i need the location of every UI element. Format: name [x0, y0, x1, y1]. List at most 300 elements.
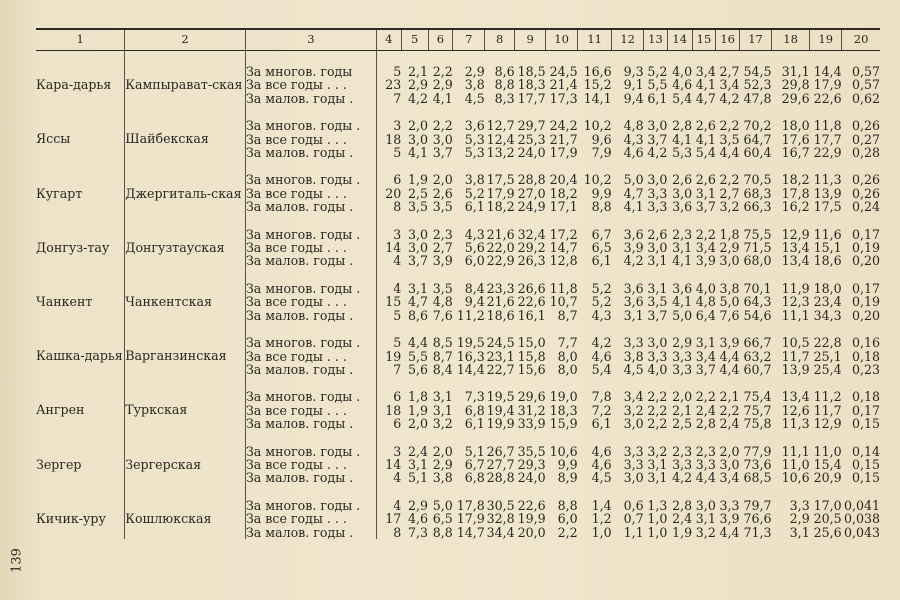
value-cell: 3,8: [464, 172, 485, 188]
value-cell: 17,3: [549, 90, 578, 106]
value-cell: 4,0: [695, 280, 716, 296]
period-label: За малов. годы .: [245, 92, 376, 105]
value-cell: 2,9: [719, 240, 740, 256]
value-cell: 4,1: [623, 199, 644, 215]
value-cell: 4,4: [719, 361, 740, 377]
value-cell: 10,6: [549, 443, 578, 459]
value-cell: 3,1: [695, 185, 716, 201]
value-cell: 3,5: [647, 294, 668, 310]
value-cell: 3,0: [647, 172, 668, 188]
column-header-19: 19: [810, 29, 842, 51]
value-cell: 2,9: [789, 511, 810, 527]
value-cell: 0,23: [851, 361, 880, 377]
column-header-12: 12: [612, 29, 644, 51]
value-cell: 68,5: [743, 470, 772, 486]
value-cell: 17,1: [549, 199, 578, 215]
value-cell: 0,19: [851, 240, 880, 256]
value-cell: 1,3: [647, 497, 668, 513]
value-cell: 64,3: [743, 294, 772, 310]
value-cell: 7,9: [591, 145, 612, 161]
value-cell: 6: [376, 417, 401, 430]
value-cell: 4,4: [695, 470, 716, 486]
value-cell: 64,7: [743, 131, 772, 147]
value-cell: 5,2: [591, 294, 612, 310]
value-cell: 11,3: [813, 172, 842, 188]
value-cell: 0,57: [851, 77, 880, 93]
value-cell: 3,4: [719, 470, 740, 486]
value-cell: 22,8: [813, 335, 842, 351]
value-cell: 70,5: [743, 172, 772, 188]
period-label: За малов. годы .: [245, 200, 376, 213]
value-cell: 26,6: [517, 280, 546, 296]
value-cell: 3,2: [695, 524, 716, 540]
value-cell: 2,2: [557, 524, 578, 540]
value-cell: 8,7: [432, 348, 453, 364]
value-cell: 4,2: [719, 90, 740, 106]
value-cell: 3,1: [695, 511, 716, 527]
page-number: 139: [9, 548, 25, 573]
value-cell: 7,2: [591, 402, 612, 418]
value-cell: 27,7: [486, 456, 515, 472]
value-cell: 4,5: [623, 361, 644, 377]
value-cell: 19,9: [517, 511, 546, 527]
value-cell: 21,7: [549, 131, 578, 147]
value-cell: 3,9: [719, 511, 740, 527]
value-cell: 8,5: [432, 335, 453, 351]
value-cell: 4,2: [623, 253, 644, 269]
value-cell: 4,6: [591, 348, 612, 364]
value-cell: 3,3: [647, 348, 668, 364]
value-cell: 0,27: [851, 131, 880, 147]
value-cell: 17,0: [813, 497, 842, 513]
value-cell: 18,2: [486, 199, 515, 215]
value-cell: 4,5: [464, 90, 485, 106]
value-cell: 9,1: [623, 77, 644, 93]
value-cell: 17,8: [456, 497, 485, 513]
value-cell: 3,9: [623, 240, 644, 256]
value-cell: 21,6: [486, 294, 515, 310]
value-cell: 7,3: [464, 389, 485, 405]
value-cell: 3,0: [408, 240, 429, 256]
value-cell: 2,7: [432, 240, 453, 256]
value-cell: 10,5: [781, 335, 810, 351]
value-cell: 6,4: [695, 307, 716, 323]
value-cell: 6,7: [591, 226, 612, 242]
value-cell: 10,2: [583, 172, 612, 188]
river-name: Кугарт: [36, 185, 83, 201]
value-cell: 3,8: [623, 348, 644, 364]
table-row: [36, 268, 880, 295]
value-cell: 2,1: [408, 64, 429, 79]
value-cell: 2,0: [408, 118, 429, 134]
value-cell: 2,8: [672, 118, 693, 134]
value-cell: 4,0: [647, 361, 668, 377]
station-name: Джергиталь-ская: [125, 159, 246, 213]
value-cell: 16,6: [583, 64, 612, 79]
value-cell: 3,4: [695, 348, 716, 364]
value-cell: 18,2: [781, 172, 810, 188]
value-cell: 2,2: [719, 402, 740, 418]
value-cell: 14: [376, 458, 401, 471]
value-cell: 16,3: [456, 348, 485, 364]
value-cell: 6,7: [464, 456, 485, 472]
value-cell: 3,3: [623, 443, 644, 459]
value-cell: 12,7: [486, 118, 515, 134]
value-cell: 2,2: [719, 172, 740, 188]
value-cell: 3,6: [464, 118, 485, 134]
value-cell: 4,3: [591, 307, 612, 323]
value-cell: 6,5: [591, 240, 612, 256]
value-cell: 3,3: [672, 348, 693, 364]
value-cell: 3: [376, 214, 401, 241]
value-cell: 4,1: [432, 90, 453, 106]
value-cell: 4,2: [672, 470, 693, 486]
value-cell: 31,2: [517, 402, 546, 418]
value-cell: 8,0: [557, 348, 578, 364]
value-cell: 3,1: [432, 389, 453, 405]
value-cell: 5: [376, 146, 401, 159]
column-header-8: 8: [485, 29, 515, 51]
column-header-18: 18: [772, 29, 810, 51]
value-cell: 4,8: [623, 118, 644, 134]
period-label: За многов. годы .: [245, 159, 376, 186]
value-cell: 2,2: [432, 118, 453, 134]
value-cell: 6,0: [557, 511, 578, 527]
value-cell: 9,4: [623, 90, 644, 106]
value-cell: 3,1: [789, 524, 810, 540]
value-cell: 0,18: [851, 389, 880, 405]
value-cell: 3,0: [408, 226, 429, 242]
value-cell: 30,5: [486, 497, 515, 513]
value-cell: 20: [376, 187, 401, 200]
value-cell: 14,7: [456, 524, 485, 540]
period-label: За малов. годы .: [245, 254, 376, 267]
period-label: За малов. годы .: [245, 363, 376, 376]
value-cell: 25,3: [517, 131, 546, 147]
value-cell: 11,9: [781, 280, 810, 296]
value-cell: 4,1: [695, 131, 716, 147]
value-cell: 0,19: [851, 294, 880, 310]
value-cell: 5,0: [672, 307, 693, 323]
value-cell: 68,0: [743, 253, 772, 269]
value-cell: 19: [376, 350, 401, 363]
value-cell: 0,14: [851, 443, 880, 459]
value-cell: 2,6: [647, 226, 668, 242]
value-cell: 11,1: [781, 307, 810, 323]
period-label: За многов. годы .: [245, 485, 376, 512]
value-cell: 7,6: [719, 307, 740, 323]
value-cell: 2,1: [672, 402, 693, 418]
value-cell: 29,3: [517, 456, 546, 472]
value-cell: 4,7: [408, 294, 429, 310]
value-cell: 68,3: [743, 185, 772, 201]
value-cell: 18: [376, 404, 401, 417]
value-cell: 2,2: [647, 389, 668, 405]
value-cell: 3,5: [719, 131, 740, 147]
value-cell: 2,9: [432, 77, 453, 93]
value-cell: 4,8: [432, 294, 453, 310]
value-cell: 14: [376, 241, 401, 254]
value-cell: 16,1: [517, 307, 546, 323]
value-cell: 60,4: [743, 145, 772, 161]
value-cell: 18,3: [549, 402, 578, 418]
value-cell: 5,5: [647, 77, 668, 93]
river-name: Кашка-дарья: [36, 348, 123, 364]
value-cell: 11,0: [813, 443, 842, 459]
value-cell: 66,3: [743, 199, 772, 215]
value-cell: 6: [376, 376, 401, 403]
value-cell: 23,3: [486, 280, 515, 296]
value-cell: 5,4: [672, 90, 693, 106]
value-cell: 12,6: [781, 402, 810, 418]
value-cell: 18,2: [549, 185, 578, 201]
value-cell: 4: [376, 485, 401, 512]
value-cell: 75,4: [743, 389, 772, 405]
value-cell: 22,0: [486, 240, 515, 256]
value-cell: 3,1: [623, 307, 644, 323]
value-cell: 1,0: [591, 524, 612, 540]
value-cell: 11,2: [813, 389, 842, 405]
table-row: [36, 376, 880, 403]
value-cell: 3,5: [432, 199, 453, 215]
value-cell: 22,9: [486, 253, 515, 269]
value-cell: 6,0: [464, 253, 485, 269]
value-cell: 63,2: [743, 348, 772, 364]
table-row: [36, 431, 880, 458]
table-row: [36, 105, 880, 132]
value-cell: 3,1: [672, 240, 693, 256]
value-cell: 9,3: [623, 64, 644, 79]
value-cell: 4,1: [672, 294, 693, 310]
period-label: За все годы . . .: [245, 78, 376, 91]
station-name: Кошлюкская: [125, 485, 246, 539]
period-label: За малов. годы .: [245, 309, 376, 322]
value-cell: 7,7: [557, 335, 578, 351]
value-cell: 5,0: [623, 172, 644, 188]
value-cell: 26,7: [486, 443, 515, 459]
value-cell: 34,4: [486, 524, 515, 540]
value-cell: 3,6: [672, 280, 693, 296]
value-cell: 3,3: [623, 335, 644, 351]
value-cell: 8,3: [494, 90, 515, 106]
river-name: Яссы: [36, 131, 71, 147]
value-cell: 52,3: [743, 77, 772, 93]
value-cell: 1,9: [408, 402, 429, 418]
value-cell: 11,3: [781, 416, 810, 432]
column-header-6: 6: [428, 29, 453, 51]
value-cell: 6: [376, 159, 401, 186]
value-cell: 4,6: [591, 443, 612, 459]
value-cell: 0,041: [843, 497, 880, 513]
value-cell: 13,2: [486, 145, 515, 161]
value-cell: 2,8: [672, 497, 693, 513]
value-cell: 76,6: [743, 511, 772, 527]
value-cell: 11,7: [781, 348, 810, 364]
value-cell: 25,1: [813, 348, 842, 364]
value-cell: 2,9: [432, 456, 453, 472]
value-cell: 26,3: [517, 253, 546, 269]
value-cell: 18: [376, 133, 401, 146]
value-cell: 3,0: [408, 131, 429, 147]
value-cell: 1,9: [672, 524, 693, 540]
value-cell: 32,8: [486, 511, 515, 527]
value-cell: 3,2: [623, 402, 644, 418]
value-cell: 15,4: [813, 456, 842, 472]
value-cell: 3,0: [647, 240, 668, 256]
value-cell: 21,4: [549, 77, 578, 93]
period-label: За все годы . . .: [245, 241, 376, 254]
value-cell: 10,2: [583, 118, 612, 134]
value-cell: 0,15: [851, 456, 880, 472]
value-cell: 2,3: [672, 226, 693, 242]
station-name: Кампырават-ская: [125, 51, 246, 106]
value-cell: 5,3: [464, 131, 485, 147]
value-cell: 6,8: [464, 470, 485, 486]
value-cell: 2,4: [719, 416, 740, 432]
period-label: За все годы . . .: [245, 404, 376, 417]
column-header-1: 1: [36, 29, 125, 51]
value-cell: 24,9: [517, 199, 546, 215]
value-cell: 8,4: [432, 361, 453, 377]
value-cell: 4,8: [695, 294, 716, 310]
value-cell: 0,17: [851, 226, 880, 242]
value-cell: 5,0: [432, 497, 453, 513]
value-cell: 0,043: [843, 524, 880, 540]
value-cell: 20,0: [517, 524, 546, 540]
station-name: Зергерская: [125, 431, 246, 485]
value-cell: 3,8: [464, 77, 485, 93]
value-cell: 70,1: [743, 280, 772, 296]
column-header-15: 15: [692, 29, 716, 51]
value-cell: 3,1: [647, 280, 668, 296]
value-cell: 77,9: [743, 443, 772, 459]
value-cell: 2,7: [719, 64, 740, 79]
value-cell: 2,8: [695, 416, 716, 432]
value-cell: 25,4: [813, 361, 842, 377]
value-cell: 3: [376, 105, 401, 132]
value-cell: 2,6: [432, 185, 453, 201]
value-cell: 11,1: [781, 443, 810, 459]
value-cell: 3,5: [432, 280, 453, 296]
column-header-2: 2: [125, 29, 246, 51]
value-cell: 1,2: [591, 511, 612, 527]
value-cell: 0,24: [851, 199, 880, 215]
value-cell: 3,0: [695, 497, 716, 513]
value-cell: 10,7: [549, 294, 578, 310]
value-cell: 0,6: [623, 497, 644, 513]
value-cell: 31,1: [781, 64, 810, 79]
station-name: Чанкентская: [125, 268, 246, 322]
value-cell: 0,26: [851, 185, 880, 201]
value-cell: 3,7: [408, 253, 429, 269]
value-cell: 5,3: [672, 145, 693, 161]
value-cell: 8,4: [464, 280, 485, 296]
value-cell: 4,6: [408, 511, 429, 527]
value-cell: 5: [376, 309, 401, 322]
period-label: За малов. годы .: [245, 526, 376, 539]
value-cell: 17,7: [813, 131, 842, 147]
value-cell: 28,8: [486, 470, 515, 486]
value-cell: 0,62: [851, 90, 880, 106]
value-cell: 17,2: [549, 226, 578, 242]
value-cell: 70,2: [743, 118, 772, 134]
value-cell: 22,9: [813, 145, 842, 161]
value-cell: 5,2: [647, 64, 668, 79]
value-cell: 3,7: [647, 307, 668, 323]
value-cell: 1,1: [623, 524, 644, 540]
column-header-20: 20: [842, 29, 880, 51]
value-cell: 60,7: [743, 361, 772, 377]
value-cell: 0,15: [851, 470, 880, 486]
value-cell: 0,18: [851, 348, 880, 364]
river-name: Кичик-уру: [36, 510, 106, 526]
value-cell: 4,7: [695, 90, 716, 106]
value-cell: 0,26: [851, 118, 880, 134]
value-cell: 4,3: [623, 131, 644, 147]
value-cell: 18,3: [517, 77, 546, 93]
value-cell: 5,4: [591, 361, 612, 377]
value-cell: 3,9: [719, 335, 740, 351]
value-cell: 8,7: [557, 307, 578, 323]
value-cell: 54,5: [743, 64, 772, 79]
value-cell: 3,3: [672, 361, 693, 377]
period-label: За малов. годы .: [245, 471, 376, 484]
value-cell: 9,9: [557, 456, 578, 472]
value-cell: 3,9: [432, 253, 453, 269]
value-cell: 3,1: [647, 253, 668, 269]
value-cell: 3,7: [647, 131, 668, 147]
value-cell: 15,1: [813, 240, 842, 256]
value-cell: 0,20: [851, 307, 880, 323]
period-label: За многов. годы .: [245, 105, 376, 132]
value-cell: 18,0: [781, 118, 810, 134]
value-cell: 5,6: [464, 240, 485, 256]
value-cell: 3,1: [647, 470, 668, 486]
value-cell: 8,6: [494, 64, 515, 79]
period-label: За многов. годы .: [245, 268, 376, 295]
value-cell: 17,9: [486, 185, 515, 201]
value-cell: 35,5: [517, 443, 546, 459]
value-cell: 3,3: [623, 456, 644, 472]
value-cell: 2,0: [408, 416, 429, 432]
value-cell: 8,8: [494, 77, 515, 93]
value-cell: 6,1: [591, 416, 612, 432]
column-header-17: 17: [740, 29, 772, 51]
value-cell: 9,9: [591, 185, 612, 201]
value-cell: 14,4: [456, 361, 485, 377]
station-name: Варганзинская: [125, 322, 246, 376]
value-cell: 29,7: [517, 118, 546, 134]
value-cell: 2,2: [647, 402, 668, 418]
value-cell: 1,8: [719, 226, 740, 242]
value-cell: 17,9: [549, 145, 578, 161]
value-cell: 3,3: [789, 497, 810, 513]
value-cell: 0,038: [843, 511, 880, 527]
value-cell: 22,6: [813, 90, 842, 106]
value-cell: 0,26: [851, 172, 880, 188]
river-name: Ангрен: [36, 402, 85, 418]
value-cell: 66,7: [743, 335, 772, 351]
value-cell: 24,5: [549, 64, 578, 79]
value-cell: 19,4: [486, 402, 515, 418]
value-cell: 5,1: [408, 470, 429, 486]
value-cell: 18,6: [813, 253, 842, 269]
value-cell: 3,0: [623, 470, 644, 486]
value-cell: 3,4: [695, 240, 716, 256]
value-cell: 3,7: [695, 361, 716, 377]
value-cell: 29,6: [781, 90, 810, 106]
column-header-13: 13: [644, 29, 668, 51]
